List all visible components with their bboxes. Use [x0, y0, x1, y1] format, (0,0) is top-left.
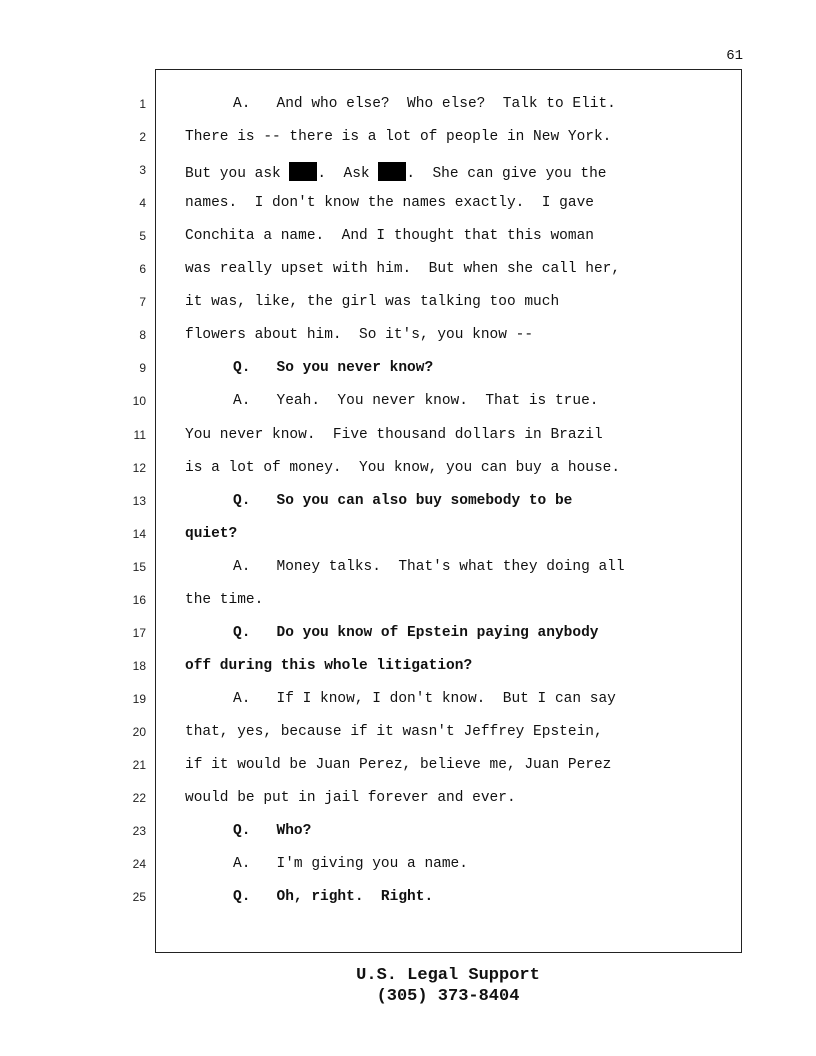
line-text: [185, 460, 620, 476]
transcript-line: [0, 129, 740, 149]
line-number: 19: [132, 691, 146, 706]
line-text: [185, 592, 263, 608]
line-segment: And who else? Who else? Talk to Elit.: [276, 96, 616, 112]
line-segment: Conchita a name. And I thought that this woman: [185, 228, 594, 245]
transcript-line: [0, 195, 740, 215]
line-segment: if it would be Juan Perez, believe me, Juan Perez: [185, 757, 612, 773]
speaker-label: Q.: [233, 823, 251, 840]
line-number: 23: [132, 824, 146, 839]
speaker-label: A.: [233, 96, 251, 112]
footer-phone: (305) 373-8404: [376, 987, 520, 1006]
speaker-label: A.: [233, 856, 251, 873]
speaker-label: Q.: [233, 889, 251, 906]
line-text: [233, 360, 433, 376]
transcript-line: [0, 823, 740, 843]
line-text: [185, 228, 594, 244]
line-number: 3: [139, 163, 146, 178]
line-text: [233, 856, 468, 872]
line-text: [233, 96, 616, 112]
line-number: 7: [139, 295, 146, 310]
line-segment: . Ask: [317, 166, 379, 183]
line-text: [185, 757, 611, 773]
line-number: 11: [133, 427, 146, 442]
line-number: 21: [132, 758, 146, 772]
line-number: 18: [132, 658, 146, 673]
line-number: 6: [139, 262, 146, 277]
line-segment: I'm giving you a name.: [276, 856, 468, 873]
transcript-line: [0, 592, 740, 612]
line-segment: Yeah. You never know. That is true.: [276, 393, 599, 410]
transcript-line: [0, 526, 740, 546]
transcript-line: [0, 724, 740, 744]
line-segment: . She can give you the: [406, 166, 607, 183]
line-number: 13: [132, 493, 146, 508]
speaker-label: Q.: [233, 492, 251, 509]
line-text: [185, 162, 606, 182]
transcript-line: [0, 493, 740, 513]
line-number: 15: [132, 559, 146, 574]
line-number: 9: [139, 361, 146, 376]
line-text: [185, 526, 237, 542]
line-number: 24: [132, 857, 146, 872]
footer-company: U.S. Legal Support: [356, 966, 540, 985]
line-segment: was really upset with him. But when she call her,: [185, 261, 621, 278]
line-number: 20: [132, 724, 146, 739]
line-text: [185, 195, 594, 211]
transcript-line: [0, 162, 740, 182]
line-number: 25: [132, 890, 146, 905]
line-segment: quiet?: [185, 525, 238, 542]
line-number: 2: [139, 130, 146, 145]
line-text: [233, 823, 311, 839]
line-segment: If I know, I don't know. But I can say: [276, 690, 616, 707]
line-text: [233, 889, 433, 905]
line-segment: it was, like, the girl was talking too much: [185, 294, 560, 311]
line-segment: Do you know of Epstein paying anybody: [276, 624, 599, 641]
speaker-label: A.: [233, 393, 251, 410]
line-text: [185, 790, 516, 806]
line-segment: You never know. Five thousand dollars in Brazil: [185, 426, 603, 443]
transcript-line: [0, 790, 740, 810]
transcript-line: [0, 261, 740, 281]
transcript-line: [0, 294, 740, 314]
line-text: [185, 327, 533, 343]
line-segment: names. I don't know the names exactly. I gave: [185, 195, 594, 212]
line-number: 14: [132, 526, 146, 541]
line-text: [233, 625, 598, 641]
line-segment: is a lot of money. You know, you can buy a house.: [185, 459, 621, 476]
line-segment: off during this whole litigation?: [185, 657, 473, 674]
speaker-label: Q.: [233, 624, 251, 641]
line-segment: the time.: [185, 591, 264, 608]
line-number: 22: [132, 791, 146, 806]
line-text: [233, 559, 625, 575]
transcript-line: [0, 856, 740, 876]
transcript-line: [0, 757, 740, 777]
line-text: [233, 493, 572, 509]
line-number: 8: [139, 328, 146, 343]
line-text: [185, 294, 559, 310]
line-segment: Who?: [276, 823, 312, 840]
line-text: [185, 658, 472, 674]
footer: [0, 965, 816, 1007]
line-segment: that, yes, because if it wasn't Jeffrey Epstein,: [185, 723, 603, 740]
transcript-line: [0, 327, 740, 347]
line-segment: Money talks. That's what they doing all: [276, 558, 625, 575]
redaction-box: [378, 162, 406, 181]
transcript-line: [0, 691, 740, 711]
line-text: [185, 261, 620, 277]
speaker-label: Q.: [233, 360, 251, 377]
transcript-line: [0, 427, 740, 447]
redaction-box: [289, 162, 317, 181]
transcript-line: [0, 559, 740, 579]
speaker-label: A.: [233, 690, 251, 707]
transcript-line: [0, 228, 740, 248]
transcript-line: [0, 360, 740, 380]
transcript-line: [0, 96, 740, 116]
line-segment: Oh, right. Right.: [276, 889, 434, 906]
line-number: 1: [139, 97, 146, 111]
line-segment: would be put in jail forever and ever.: [185, 790, 516, 807]
line-text: [185, 129, 611, 145]
transcript-line: [0, 625, 740, 645]
line-segment: flowers about him. So it's, you know --: [185, 327, 534, 344]
transcript-line: [0, 658, 740, 678]
line-segment: So you never know?: [276, 360, 434, 377]
line-number: 12: [132, 460, 146, 475]
line-text: [233, 691, 616, 707]
transcript-line: [0, 393, 740, 413]
page-number: 61: [726, 48, 743, 64]
line-text: [233, 393, 598, 409]
line-number: 17: [132, 625, 146, 640]
line-segment: There is -- there is a lot of people in New York.: [185, 129, 612, 146]
speaker-label: A.: [233, 558, 251, 575]
transcript-line: [0, 460, 740, 480]
line-segment: But you ask: [185, 166, 290, 183]
transcript-line: [0, 889, 740, 909]
line-text: [185, 427, 603, 443]
line-number: 10: [132, 394, 146, 409]
line-number: 4: [139, 196, 146, 211]
line-number: 16: [132, 592, 146, 607]
line-segment: So you can also buy somebody to be: [276, 492, 573, 509]
line-text: [185, 724, 603, 740]
line-number: 5: [139, 229, 146, 244]
